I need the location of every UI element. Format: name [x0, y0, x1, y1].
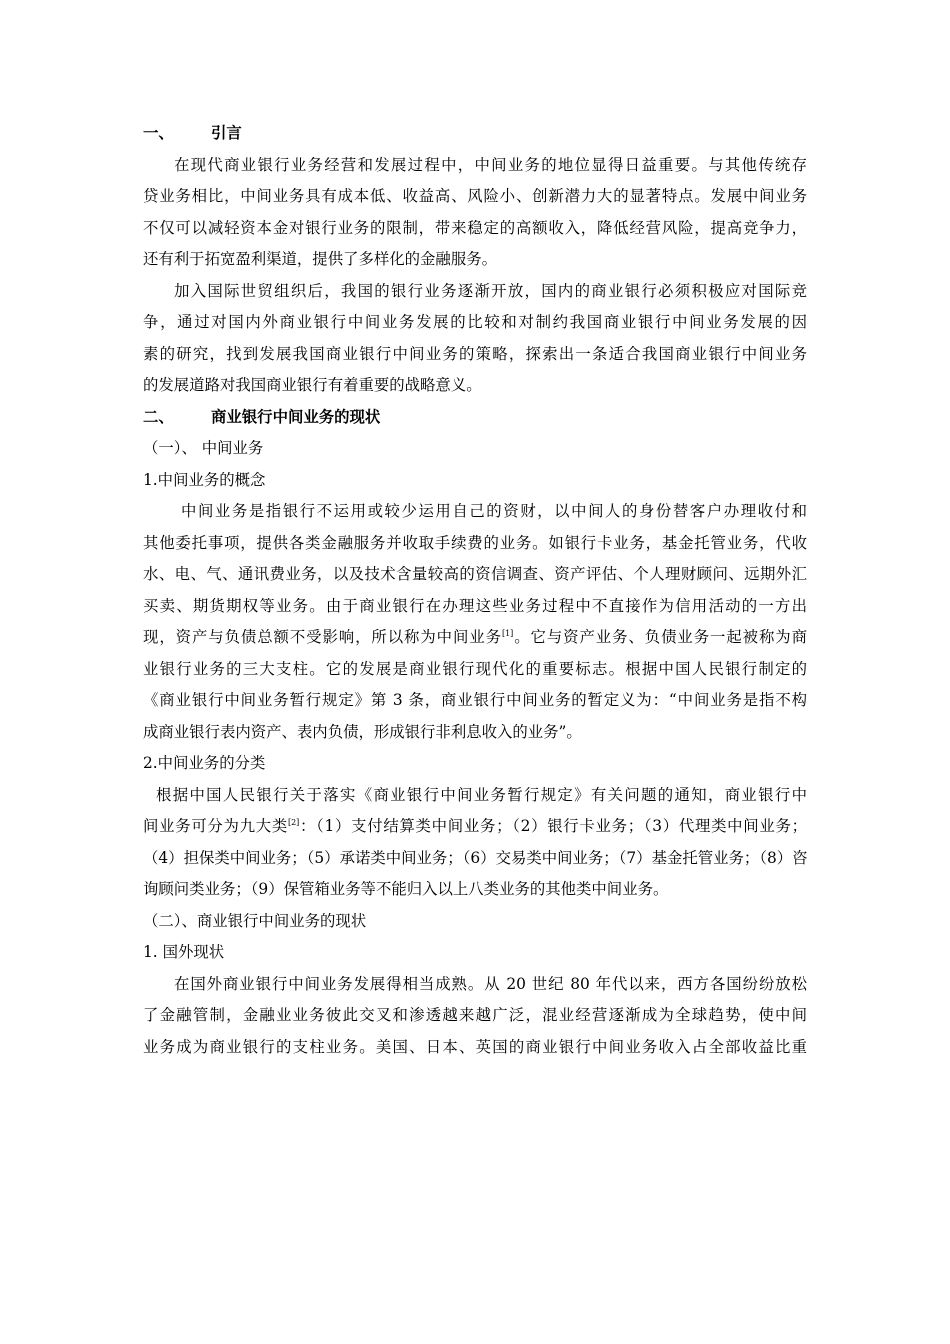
- section-heading-status: [143, 402, 807, 434]
- text-line: 《商业银行中间业务暂行规定》第 3 条，商业银行中间业务的暂定义为：“中间业务是指不构: [143, 691, 807, 709]
- text-line: 素的研究，找到发展我国商业银行中间业务的策略，探索出一条适合我国商业银行中间业务: [143, 344, 807, 363]
- text-line: 还有利于拓宽盈利渠道，提供了多样化的金融服务。: [143, 250, 497, 268]
- subsubsection-heading: 1.中间业务的概念: [143, 470, 266, 489]
- citation-reference: [2]: [287, 817, 300, 827]
- text-line: 业银行业务的三大支柱。它的发展是商业银行现代化的重要标志。根据中国人民银行制定的: [143, 659, 807, 678]
- subsubsection-heading: 1. 国外现状: [143, 943, 225, 961]
- text-line: 的发展道路对我国商业银行有着重要的战略意义。: [143, 376, 482, 394]
- subsection-heading: （一）、 中间业务: [143, 439, 264, 457]
- text-line: 根据中国人民银行关于落实《商业银行中间业务暂行规定》有关问题的通知，商业银行中: [156, 785, 807, 804]
- concept-paragraph: [143, 496, 807, 748]
- text-line: 加入国际世贸组织后，我国的银行业务逐渐开放，国内的商业银行必须积极应对国际竞: [174, 281, 807, 300]
- text-line: 水、电、气、通讯费业务，以及技术含量较高的资信调查、资产评估、个人理财顾问、远期外汇: [143, 565, 807, 583]
- text-line: 成商业银行表内资产、表内负债，形成银行非利息收入的业务”。: [143, 722, 582, 741]
- text-line: 询顾问类业务；（9）保管箱业务等不能归入以上八类业务的其他类中间业务。: [143, 880, 669, 898]
- text-line: 不仅可以减轻资本金对银行业务的限制，带来稳定的高额收入，降低经营风险，提高竞争力，: [143, 218, 807, 237]
- text-line: 在国外商业银行中间业务发展得相当成熟。从 20 世纪 80 年代以来，西方各国纷纷放松: [174, 974, 807, 993]
- subsection-heading: （二）、商业银行中间业务的现状: [143, 911, 367, 930]
- section-number: 二、: [143, 407, 174, 426]
- intro-paragraph-1: [143, 150, 807, 276]
- text-line: 买卖、期货期权等业务。由于商业银行在办理这些业务过程中不直接作为信用活动的一方出: [143, 596, 807, 615]
- text-line: 其他委托事项，提供各类金融服务并收取手续费的业务。如银行卡业务，基金托管业务，代收: [143, 533, 807, 552]
- text-line: 贷业务相比，中间业务具有成本低、收益高、风险小、创新潜力大的显著特点。发展中间业务: [143, 187, 807, 205]
- text-segment: 间业务可分为九大类: [143, 817, 288, 835]
- text-segment: 现，资产与负债总额不受影响，所以称为中间业务: [143, 628, 502, 646]
- text-line: 中间业务是指银行不运用或较少运用自己的资财，以中间人的身份替客户办理收付和: [181, 502, 807, 520]
- section-title: 商业银行中间业务的现状: [211, 407, 381, 426]
- text-line: 了金融管制，金融业业务彼此交叉和渗透越来越广泛，混业经营逐渐成为全球趋势，使中间: [143, 1006, 807, 1024]
- text-line-with-reference: [143, 622, 807, 654]
- text-line: 争，通过对国内外商业银行中间业务发展的比较和对制约我国商业银行中间业务发展的因: [143, 313, 807, 331]
- section-number: 一、: [143, 124, 174, 142]
- text-line: 业务成为商业银行的支柱业务。美国、日本、英国的商业银行中间业务收入占全部收益比重: [143, 1037, 807, 1056]
- subsubsection-heading: 2.中间业务的分类: [143, 754, 266, 772]
- text-line-with-reference: [143, 811, 807, 843]
- intro-paragraph-2: [143, 276, 807, 402]
- text-line: （4）担保类中间业务；（5）承诺类中间业务；（6）交易类中间业务；（7）基金托管业务；（8）咨: [143, 848, 808, 867]
- section-heading-introduction: [143, 118, 807, 150]
- foreign-status-paragraph: [143, 969, 807, 1064]
- section-title: 引言: [211, 124, 242, 142]
- text-segment: ：（1）支付结算类中间业务；（2）银行卡业务；（3）代理类中间业务；: [299, 817, 807, 835]
- citation-reference: [1]: [501, 628, 514, 638]
- classification-paragraph: [143, 780, 807, 906]
- text-line: 在现代商业银行业务经营和发展过程中，中间业务的地位显得日益重要。与其他传统存: [174, 155, 807, 174]
- text-segment: 。它与资产业务、负债业务一起被称为商: [513, 628, 807, 646]
